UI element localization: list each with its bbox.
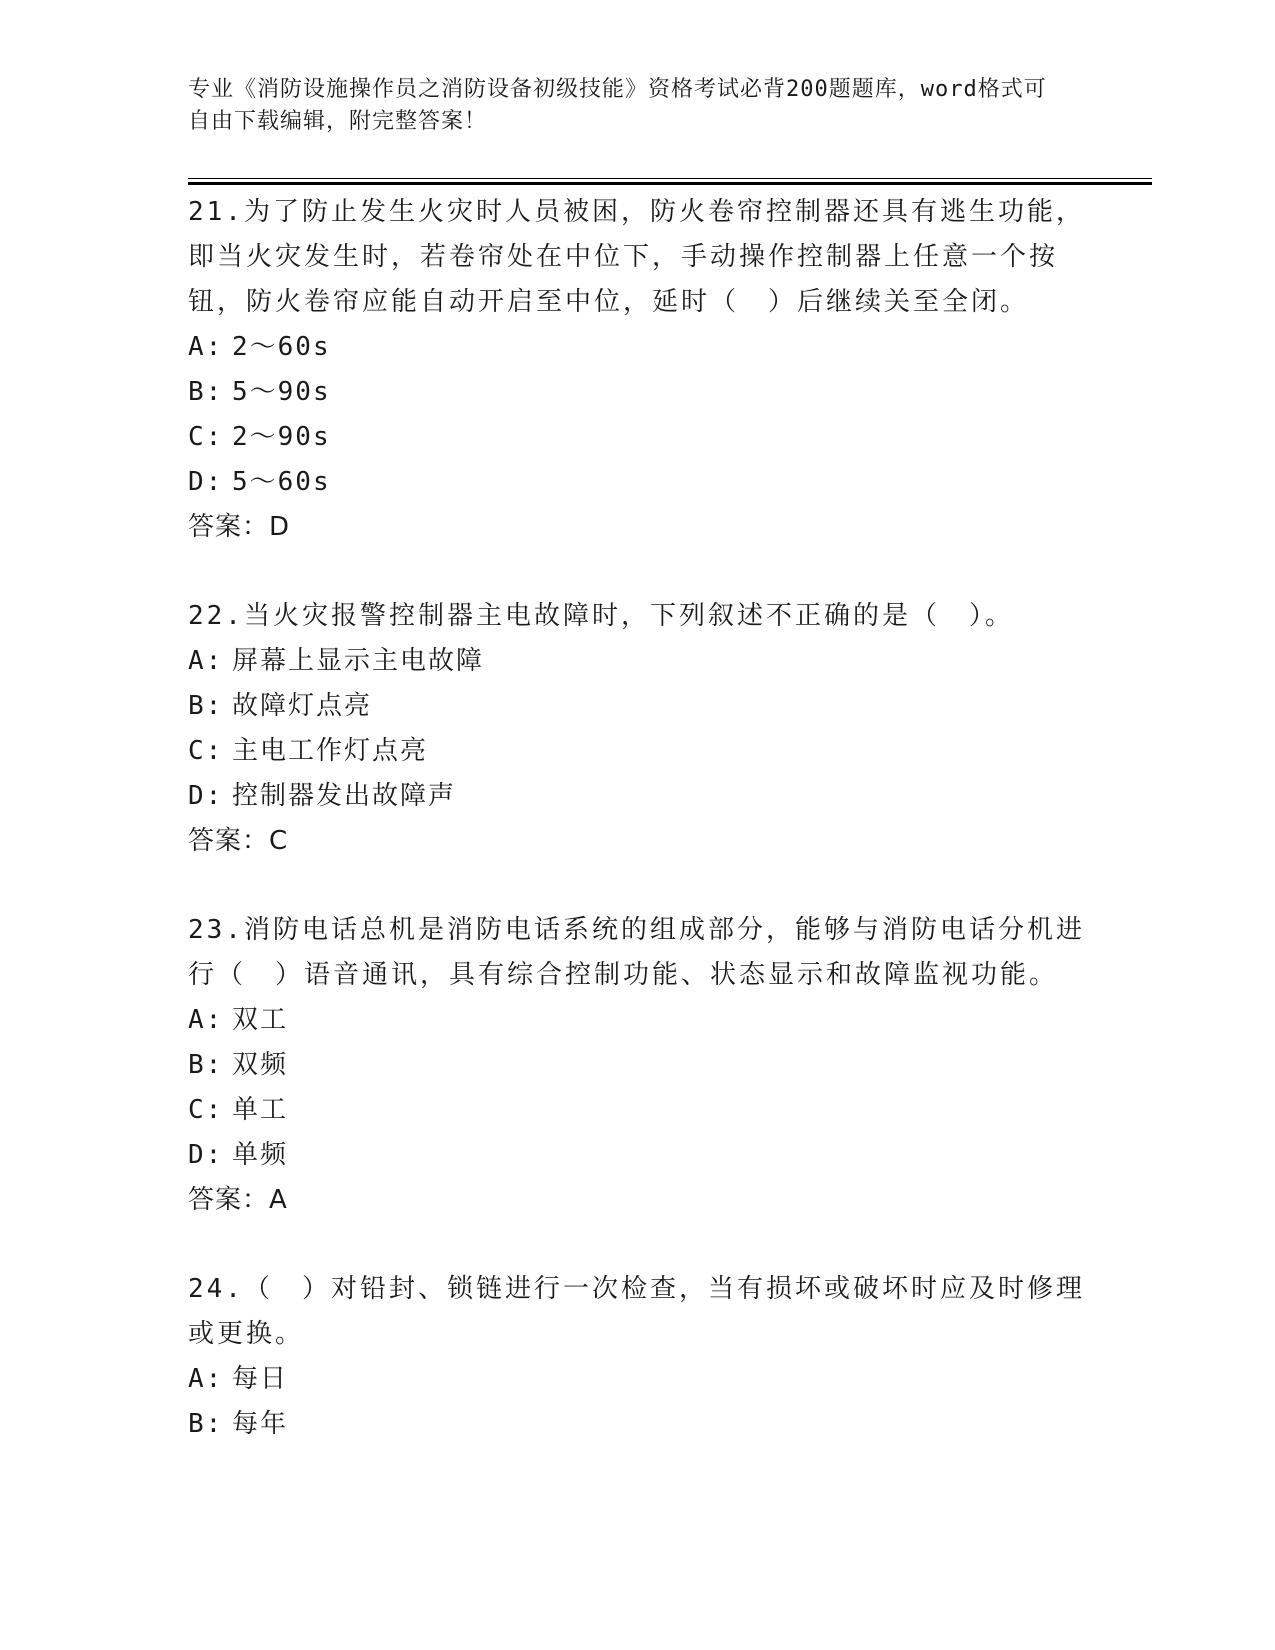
option-b (188, 1043, 1088, 1088)
option-text: 单频 (232, 1140, 289, 1170)
question-24 (188, 1267, 1088, 1447)
option-c (188, 415, 1088, 460)
option-key: B: (188, 377, 224, 407)
option-key: B: (188, 691, 224, 721)
option-text: 2～90s (232, 422, 331, 452)
option-b (188, 684, 1088, 729)
option-d (188, 460, 1088, 505)
option-key: C: (188, 736, 224, 766)
option-key: A: (188, 1364, 224, 1394)
option-text: 双工 (232, 1005, 289, 1035)
answer-line: 答案：A (188, 1185, 288, 1215)
question-text: 24.（ ）对铅封、锁链进行一次检查，当有损坏或破坏时应及时修理或更换。 (188, 1274, 1085, 1349)
option-text: 2～60s (232, 332, 331, 362)
option-key: A: (188, 646, 224, 676)
option-a (188, 639, 1088, 684)
header-divider-thin (188, 178, 1152, 179)
option-key: C: (188, 422, 224, 452)
option-text: 每年 (232, 1409, 289, 1439)
option-key: A: (188, 332, 224, 362)
option-text: 每日 (232, 1364, 289, 1394)
question-23 (188, 908, 1088, 1223)
option-d (188, 774, 1088, 819)
question-22 (188, 594, 1088, 864)
question-text: 23.消防电话总机是消防电话系统的组成部分，能够与消防电话分机进行（ ）语音通讯，具有综合控制功能、状态显示和故障监视功能。 (188, 915, 1085, 990)
option-text: 5～90s (232, 377, 331, 407)
option-key: C: (188, 1095, 224, 1125)
answer-line: 答案：D (188, 512, 291, 542)
option-c (188, 729, 1088, 774)
question-list (188, 190, 1088, 1491)
document-header: 专业《消防设施操作员之消防设备初级技能》资格考试必背200题题库，word格式可自由下载编辑，附完整答案！ (188, 77, 1047, 134)
option-key: D: (188, 781, 224, 811)
option-b (188, 370, 1088, 415)
option-text: 单工 (232, 1095, 289, 1125)
answer-line: 答案：C (188, 826, 289, 856)
header-divider-thick (188, 182, 1152, 185)
option-c (188, 1088, 1088, 1133)
option-text: 屏幕上显示主电故障 (232, 646, 485, 676)
option-key: B: (188, 1409, 224, 1439)
option-a (188, 325, 1088, 370)
option-a (188, 1357, 1088, 1402)
option-d (188, 1133, 1088, 1178)
option-key: A: (188, 1005, 224, 1035)
option-text: 故障灯点亮 (232, 691, 373, 721)
question-text: 22.当火灾报警控制器主电故障时，下列叙述不正确的是（ ）。 (188, 601, 1014, 631)
option-text: 双频 (232, 1050, 289, 1080)
option-text: 主电工作灯点亮 (232, 736, 429, 766)
option-b (188, 1402, 1088, 1447)
question-text: 21.为了防止发生火灾时人员被困，防火卷帘控制器还具有逃生功能，即当火灾发生时，若卷帘处在中位下，手动操作控制器上任意一个按钮，防火卷帘应能自动开启至中位，延时（ ）后继续关至全闭。 (188, 197, 1085, 317)
option-a (188, 998, 1088, 1043)
option-key: D: (188, 467, 224, 497)
option-text: 控制器发出故障声 (232, 781, 457, 811)
question-21 (188, 190, 1088, 550)
option-key: B: (188, 1050, 224, 1080)
option-text: 5～60s (232, 467, 331, 497)
option-key: D: (188, 1140, 224, 1170)
